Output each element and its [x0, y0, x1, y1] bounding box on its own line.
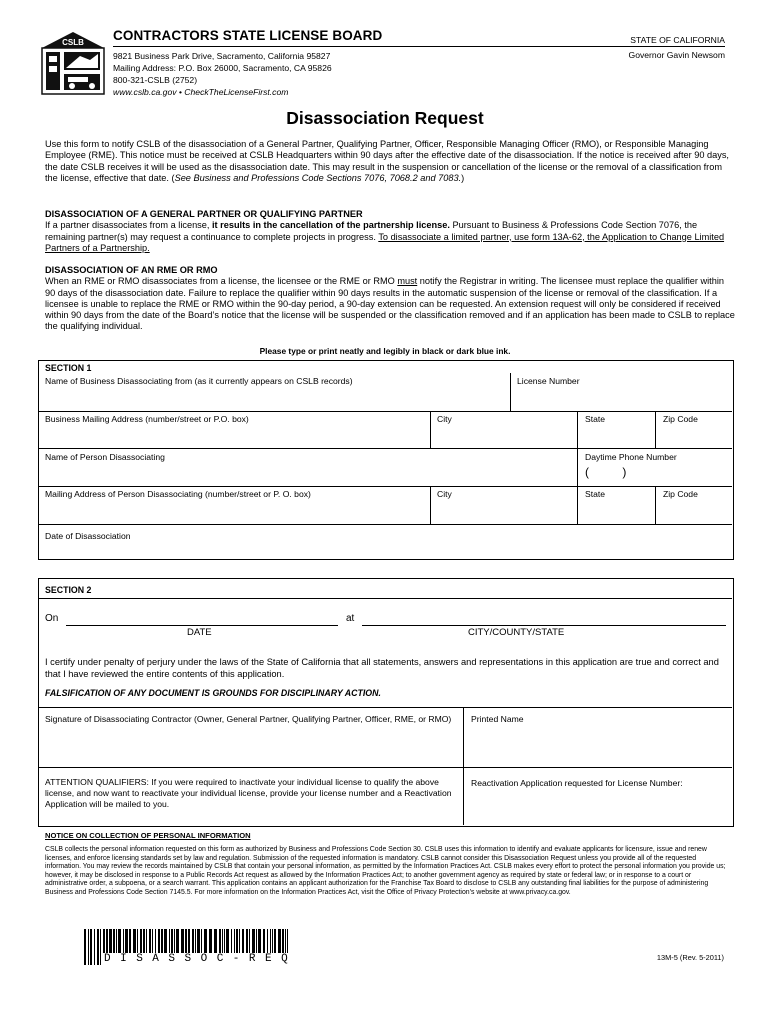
divider	[463, 707, 464, 767]
printed-name-field[interactable]: Printed Name	[471, 714, 524, 724]
barcode-bar	[84, 929, 86, 965]
person-city-field[interactable]: City	[437, 489, 452, 499]
person-state-field[interactable]: State	[585, 489, 606, 499]
divider	[430, 486, 431, 524]
divider	[655, 486, 656, 524]
date-caption: DATE	[187, 627, 212, 638]
rme-text-2: notify the Registrar in writing. The licensee must replace the qualifier within 90 days of the disassociation date. Failure to replace the qualifier within 90 days results in the automatic suspension of the license or removal of the classification. If a licensee is unable to replace the RME or RMO within the 90-day period, a 90-day extension can be requested. An extension request will only be considered if received within 90 days from the date of the Board’s notice that the license will be suspended or the classification removed and if an application has been made to CSLB to replace the qualifying individual.	[45, 276, 735, 332]
partner-text: If a partner disassociates from a license,	[45, 220, 212, 231]
intro-citation: See Business and Professions Code Sections 7076, 7068.2 and 7083.	[174, 172, 462, 183]
partner-bold: it results in the cancellation of the partnership license.	[211, 220, 450, 231]
signature-field[interactable]: Signature of Disassociating Contractor (Owner, General Partner, Qualifying Partner, Officer, RME, or RMO)	[45, 714, 452, 724]
partner-text-2: Pursuant to Business & Professions Code Section 7076, the remaining partner(s) may request a continuance to complete projects in progress.	[45, 220, 698, 242]
location-input-line[interactable]	[362, 625, 726, 626]
notice-heading: NOTICE ON COLLECTION OF PERSONAL INFORMATION	[45, 831, 251, 840]
divider	[39, 598, 732, 599]
divider	[655, 411, 656, 448]
barcode-bar	[100, 929, 101, 965]
governor-name: Governor Gavin Newsom	[628, 50, 725, 60]
barcode-bar	[94, 929, 95, 965]
form-number: 13M-5 (Rev. 5-2011)	[656, 953, 724, 962]
section-1-heading: SECTION 1	[45, 363, 92, 373]
divider	[577, 486, 578, 524]
logo-text: CSLB	[62, 38, 84, 47]
rme-heading: DISASSOCIATION OF AN RME OR RMO	[45, 265, 218, 275]
agency-address	[113, 50, 332, 98]
rme-must: must	[397, 276, 418, 287]
intro-close: )	[461, 172, 465, 183]
address-line: 800-321-CSLB (2752)	[113, 75, 198, 85]
barcode-bar	[97, 929, 99, 965]
phone-label: Daytime Phone Number	[585, 452, 677, 462]
person-address-field[interactable]: Mailing Address of Person Disassociating (number/street or P. O. box)	[45, 489, 311, 499]
barcode-bar	[90, 929, 92, 965]
business-name-field[interactable]: Name of Business Disassociating from (as it currently appears on CSLB records)	[45, 376, 353, 386]
intro-text: Use this form to notify CSLB of the disassociation of a General Partner, Qualifying Partner, Officer, Responsible Managing Officer (RMO), or Responsible Managing Employee (RME). This notice must be received at CSLB Headquarters within 90 days after the effective date of the disassociation. If the notice is received after 90 days, the date CSLB receives it will be used as the disassociation date. This may result in the suspension or cancellation of the license or the removal of a classification from the license, effective that date. (	[45, 139, 729, 183]
location-caption: CITY/COUNTY/STATE	[468, 627, 565, 638]
business-state-field[interactable]: State	[585, 414, 606, 424]
rme-section	[45, 265, 735, 333]
falsification-warning: FALSIFICATION OF ANY DOCUMENT IS GROUNDS FOR DISCIPLINARY ACTION.	[45, 688, 381, 698]
divider	[39, 524, 732, 525]
divider	[577, 411, 578, 448]
agency-name: CONTRACTORS STATE LICENSE BOARD	[113, 28, 383, 43]
person-name-field[interactable]: Name of Person Disassociating	[45, 452, 165, 462]
phone-input[interactable]: ( )	[585, 465, 627, 479]
divider	[463, 767, 464, 825]
intro-paragraph	[45, 139, 735, 184]
rme-text: When an RME or RMO disassociates from a license, the licensee or the RME or RMO	[45, 276, 398, 287]
notice-text: CSLB collects the personal information requested on this form as authorized by Business and Professions Code Section 30. CSLB uses this information to identify and evaluate applicants for licensure, issue and renew licenses, and enforce licensing standards set by law and regulation. Submission of the requested information is mandatory. CSLB cannot consider this Disassociation Request unless you provide all of the requested information. You may review the records maintained by CSLB that contain your personal information, as permitted by the Information Practices Act. CSLB makes every effort to protect the personal information you provide us; however, it may be disclosed in response to a Public Records Act request as allowed by the Information Practices Act; to another government agency as required by state or federal law; or in response to a court or administrative order, a subpoena, or a search warrant. This application contains an applicant authorization for the Franchise Tax Board to disclose to CSLB any outstanding final liabilities for the purpose of administering Business and Professions Code Section 7145.5. For more information on the Information Practices Act, visit the Office of Privacy Protection’s website at www.privacy.ca.gov.	[45, 846, 726, 896]
form-title: Disassociation Request	[286, 108, 484, 128]
attention-qualifiers-note: ATTENTION QUALIFIERS: If you were required to inactivate your individual license to qualify the above license, and now want to reactivate your individual license, provide your license number and a Reactivation Application will be mailed to you.	[45, 777, 452, 809]
divider	[430, 411, 431, 448]
address-line: Mailing Address: P.O. Box 26000, Sacramento, CA 95826	[113, 63, 332, 73]
cslb-logo	[40, 30, 106, 96]
business-address-field[interactable]: Business Mailing Address (number/street or P.O. box)	[45, 414, 249, 424]
divider	[39, 411, 732, 412]
on-label: On	[45, 613, 59, 624]
divider	[39, 448, 732, 449]
divider	[510, 373, 511, 411]
business-city-field[interactable]: City	[437, 414, 452, 424]
partner-section	[45, 209, 735, 254]
divider	[39, 707, 732, 708]
license-number-field[interactable]: License Number	[517, 376, 580, 386]
section-2-heading: SECTION 2	[45, 585, 92, 595]
date-input-line[interactable]	[66, 625, 338, 626]
divider	[39, 767, 732, 768]
state-block	[629, 33, 725, 63]
at-label: at	[346, 613, 355, 624]
reactivation-license-field[interactable]: Reactivation Application requested for License Number:	[471, 778, 683, 788]
certification-statement: I certify under penalty of perjury under the laws of the State of California that all statements, answers and representations in this application are true and correct and that I have reviewed the entire contents of this application.	[45, 657, 719, 679]
divider	[39, 486, 732, 487]
divider	[577, 448, 578, 486]
barcode-label: DISASSOC-REQ	[104, 953, 298, 965]
business-zip-field[interactable]: Zip Code	[663, 414, 698, 424]
print-instruction: Please type or print neatly and legibly in black or dark blue ink.	[259, 346, 511, 356]
partner-heading: DISASSOCIATION OF A GENERAL PARTNER OR QUALIFYING PARTNER	[45, 209, 363, 219]
address-line: 9821 Business Park Drive, Sacramento, California 95827	[113, 51, 331, 61]
disassociation-date-field[interactable]: Date of Disassociation	[45, 531, 131, 541]
website-line[interactable]: www.cslb.ca.gov • CheckTheLicenseFirst.com	[113, 87, 289, 97]
state-name: STATE OF CALIFORNIA	[630, 35, 725, 45]
person-zip-field[interactable]: Zip Code	[663, 489, 698, 499]
limited-partner-note: To disassociate a limited partner, use form 13A-62, the Application to Change Limited Partners of a Partnership.	[45, 231, 725, 253]
barcode-bar	[88, 929, 89, 965]
